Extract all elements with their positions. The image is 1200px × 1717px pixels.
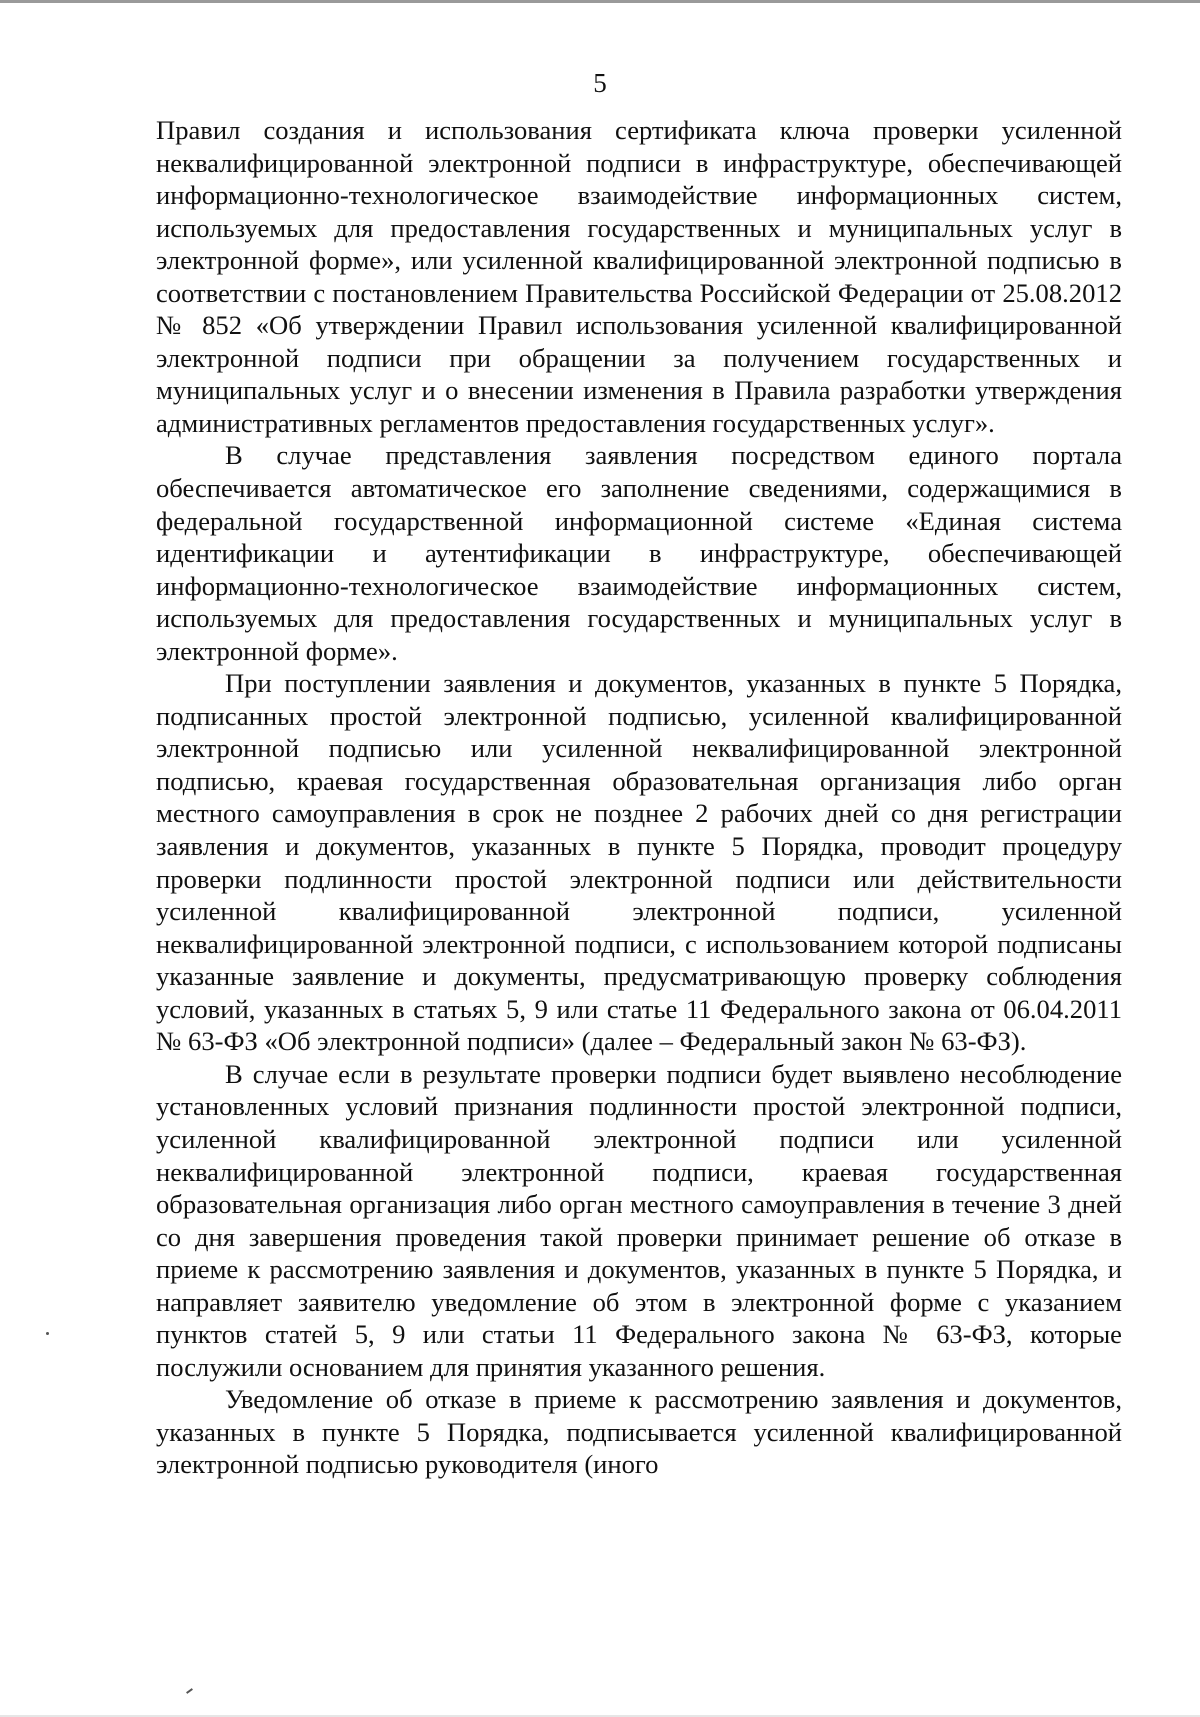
paragraph-refusal-decision: В случае если в результате проверки подписи будет выявлено несоблюдение установленных условий признания подлинности простой электронной подписи, усиленной квалифицированной электронной подписи или усиленной неквалифицированной электронной подписи, краевая государственная образовательная организация либо орган местного самоуправления в течение 3 дней со дня завершения проведения такой проверки принимает решение об отказе в приеме к рассмотрению заявления и документов, указанных в пункте 5 Порядка, и направляет заявителю уведомление об этом в электронной форме с указанием пунктов статей 5, 9 или статьи 11 Федерального закона № 63-ФЗ, которые послужили основанием для принятия указанного решения. <box>156 1058 1122 1382</box>
paragraph-portal-autofill: В случае представления заявления посредством единого портала обеспечивается автоматическое его заполнение сведениями, содержащимися в федеральной государственной информационной системе «Единая система идентификации и аутентификации в инфраструктуре, обеспечивающей информационно-технологическое взаимодействие информационных систем, используемых для предоставления государственных и муниципальных услуг в электронной форме». <box>156 440 1122 666</box>
paragraph-signature-verification: При поступлении заявления и документов, указанных в пункте 5 Порядка, подписанных простой электронной подписью, усиленной квалифицированной электронной подписью или усиленной неквалифицированной электронной подписью, краевая государственная образовательная организация либо орган местного самоуправления в срок не позднее 2 рабочих дней со дня регистрации заявления и документов, указанных в пункте 5 Порядка, проводит процедуру проверки подлинности простой электронной подписи или действительности усиленной квалифицированной электронной подписи, усиленной неквалифицированной электронной подписи, с использованием которой подписаны указанные заявление и документы, предусматривающую проверку соблюдения условий, указанных в статьях 5, 9 или статье 11 Федерального закона от 06.04.2011 № 63-ФЗ «Об электронной подписи» (далее – Федеральный закон № 63-ФЗ). <box>156 668 1122 1057</box>
top-scan-rule <box>0 0 1200 3</box>
paragraph-refusal-notice: Уведомление об отказе в приеме к рассмотрению заявления и документов, указанных в пункте 5 Порядка, подписывается усиленной квалифицированной электронной подписью руководителя (иного <box>156 1384 1122 1480</box>
scan-dot-mark <box>46 1332 49 1335</box>
paragraph-continuation: Правил создания и использования сертификата ключа проверки усиленной неквалифицированной электронной подписи в инфраструктуре, обеспечивающей информационно-технологическое взаимодействие информационных систем, используемых для предоставления государственных и муниципальных услуг в электронной форме», или усиленной квалифицированной электронной подписью в соответствии с постановлением Правительства Российской Федерации от 25.08.2012 № 852 «Об утверждении Правил использования усиленной квалифицированной электронной подписи при обращении за получением государственных и муниципальных услуг и о внесении изменения в Правила разработки утверждения административных регламентов предоставления государственных услуг». <box>156 115 1122 438</box>
page-number: 5 <box>593 68 607 98</box>
scan-dash-mark <box>186 1688 193 1694</box>
document-body <box>156 114 1122 1481</box>
